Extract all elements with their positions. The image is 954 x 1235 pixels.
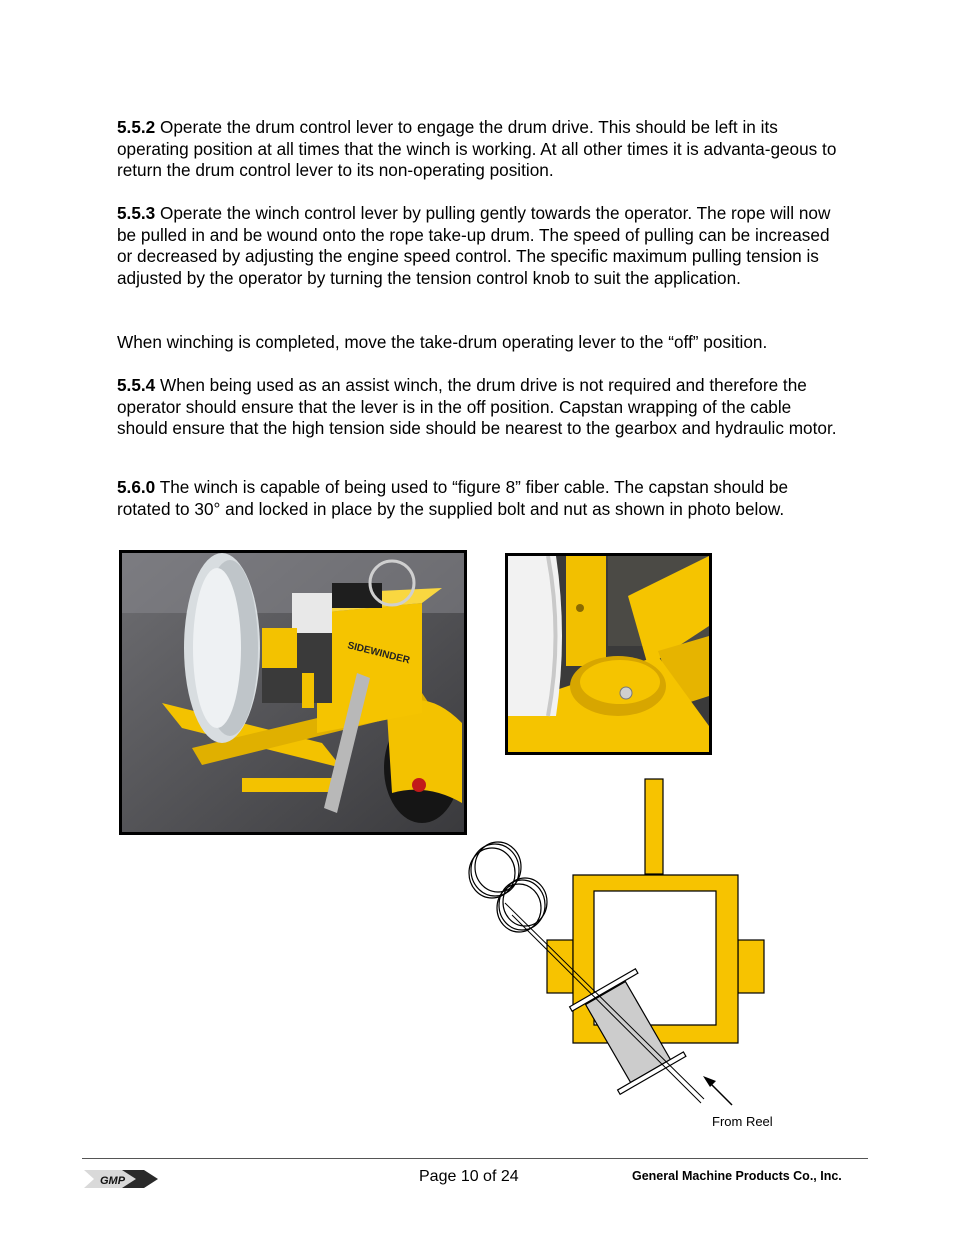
section-number: 5.6.0 [117, 477, 156, 497]
section-number: 5.5.2 [117, 117, 156, 137]
section-text: When winching is completed, move the take-drum operating lever to the “off” position. [117, 332, 768, 352]
section-5-6-0 [117, 477, 839, 520]
capstan-rotation-diagram [460, 775, 780, 1115]
gmp-logo [82, 1166, 160, 1192]
diagram-cable [505, 903, 704, 1099]
winch-trailer-photo [119, 550, 467, 835]
section-5-5-3 [117, 203, 839, 289]
from-reel-label: From Reel [712, 1114, 773, 1129]
section-number: 5.5.3 [117, 203, 156, 223]
diagram-coil [469, 842, 547, 932]
diagram-right-tab [738, 940, 764, 993]
winch-trailer-illustration [122, 553, 464, 832]
section-text: Operate the winch control lever by pulling gently towards the operator. The rope will now be pulled in and be wound onto the rope take-up drum. The speed of pulling can be increased or decreased by adjusting the engine speed control. The specific maximum pulling tension is adjusted by the operator by turning the tension control knob to suit the application. [117, 203, 831, 288]
capstan-closeup-photo [505, 553, 712, 755]
gmp-logo-text: GMP [100, 1175, 126, 1187]
section-number: 5.5.4 [117, 375, 156, 395]
winching-completed-note [117, 332, 839, 354]
sidewinder-label: SIDEWINDER [346, 640, 411, 667]
section-5-5-2 [117, 117, 839, 182]
section-text: Operate the drum control lever to engage the drum drive. This should be left in its operating position at all times that the winch is working. At all other times it is advanta-geous to return the drum control lever to its non-operating position. [117, 117, 837, 181]
section-5-5-4 [117, 375, 839, 440]
page-number: Page 10 of 24 [419, 1168, 519, 1185]
section-text: When being used as an assist winch, the drum drive is not required and therefore the operator should ensure that the lever is in the off position. Capstan wrapping of the cable should ensure that the high tension side should be nearest to the gearbox and hydraulic motor. [117, 375, 837, 439]
diagram-arrowhead [703, 1076, 716, 1087]
company-name: General Machine Products Co., Inc. [632, 1169, 842, 1183]
diagram-cable [512, 915, 701, 1103]
footer-divider [82, 1158, 868, 1159]
capstan-closeup-illustration [508, 556, 709, 752]
diagram-stem [645, 779, 663, 874]
section-text: The winch is capable of being used to “figure 8” fiber cable. The capstan should be rotated to 30° and locked in place by the supplied bolt and nut as shown in photo below. [117, 477, 789, 519]
